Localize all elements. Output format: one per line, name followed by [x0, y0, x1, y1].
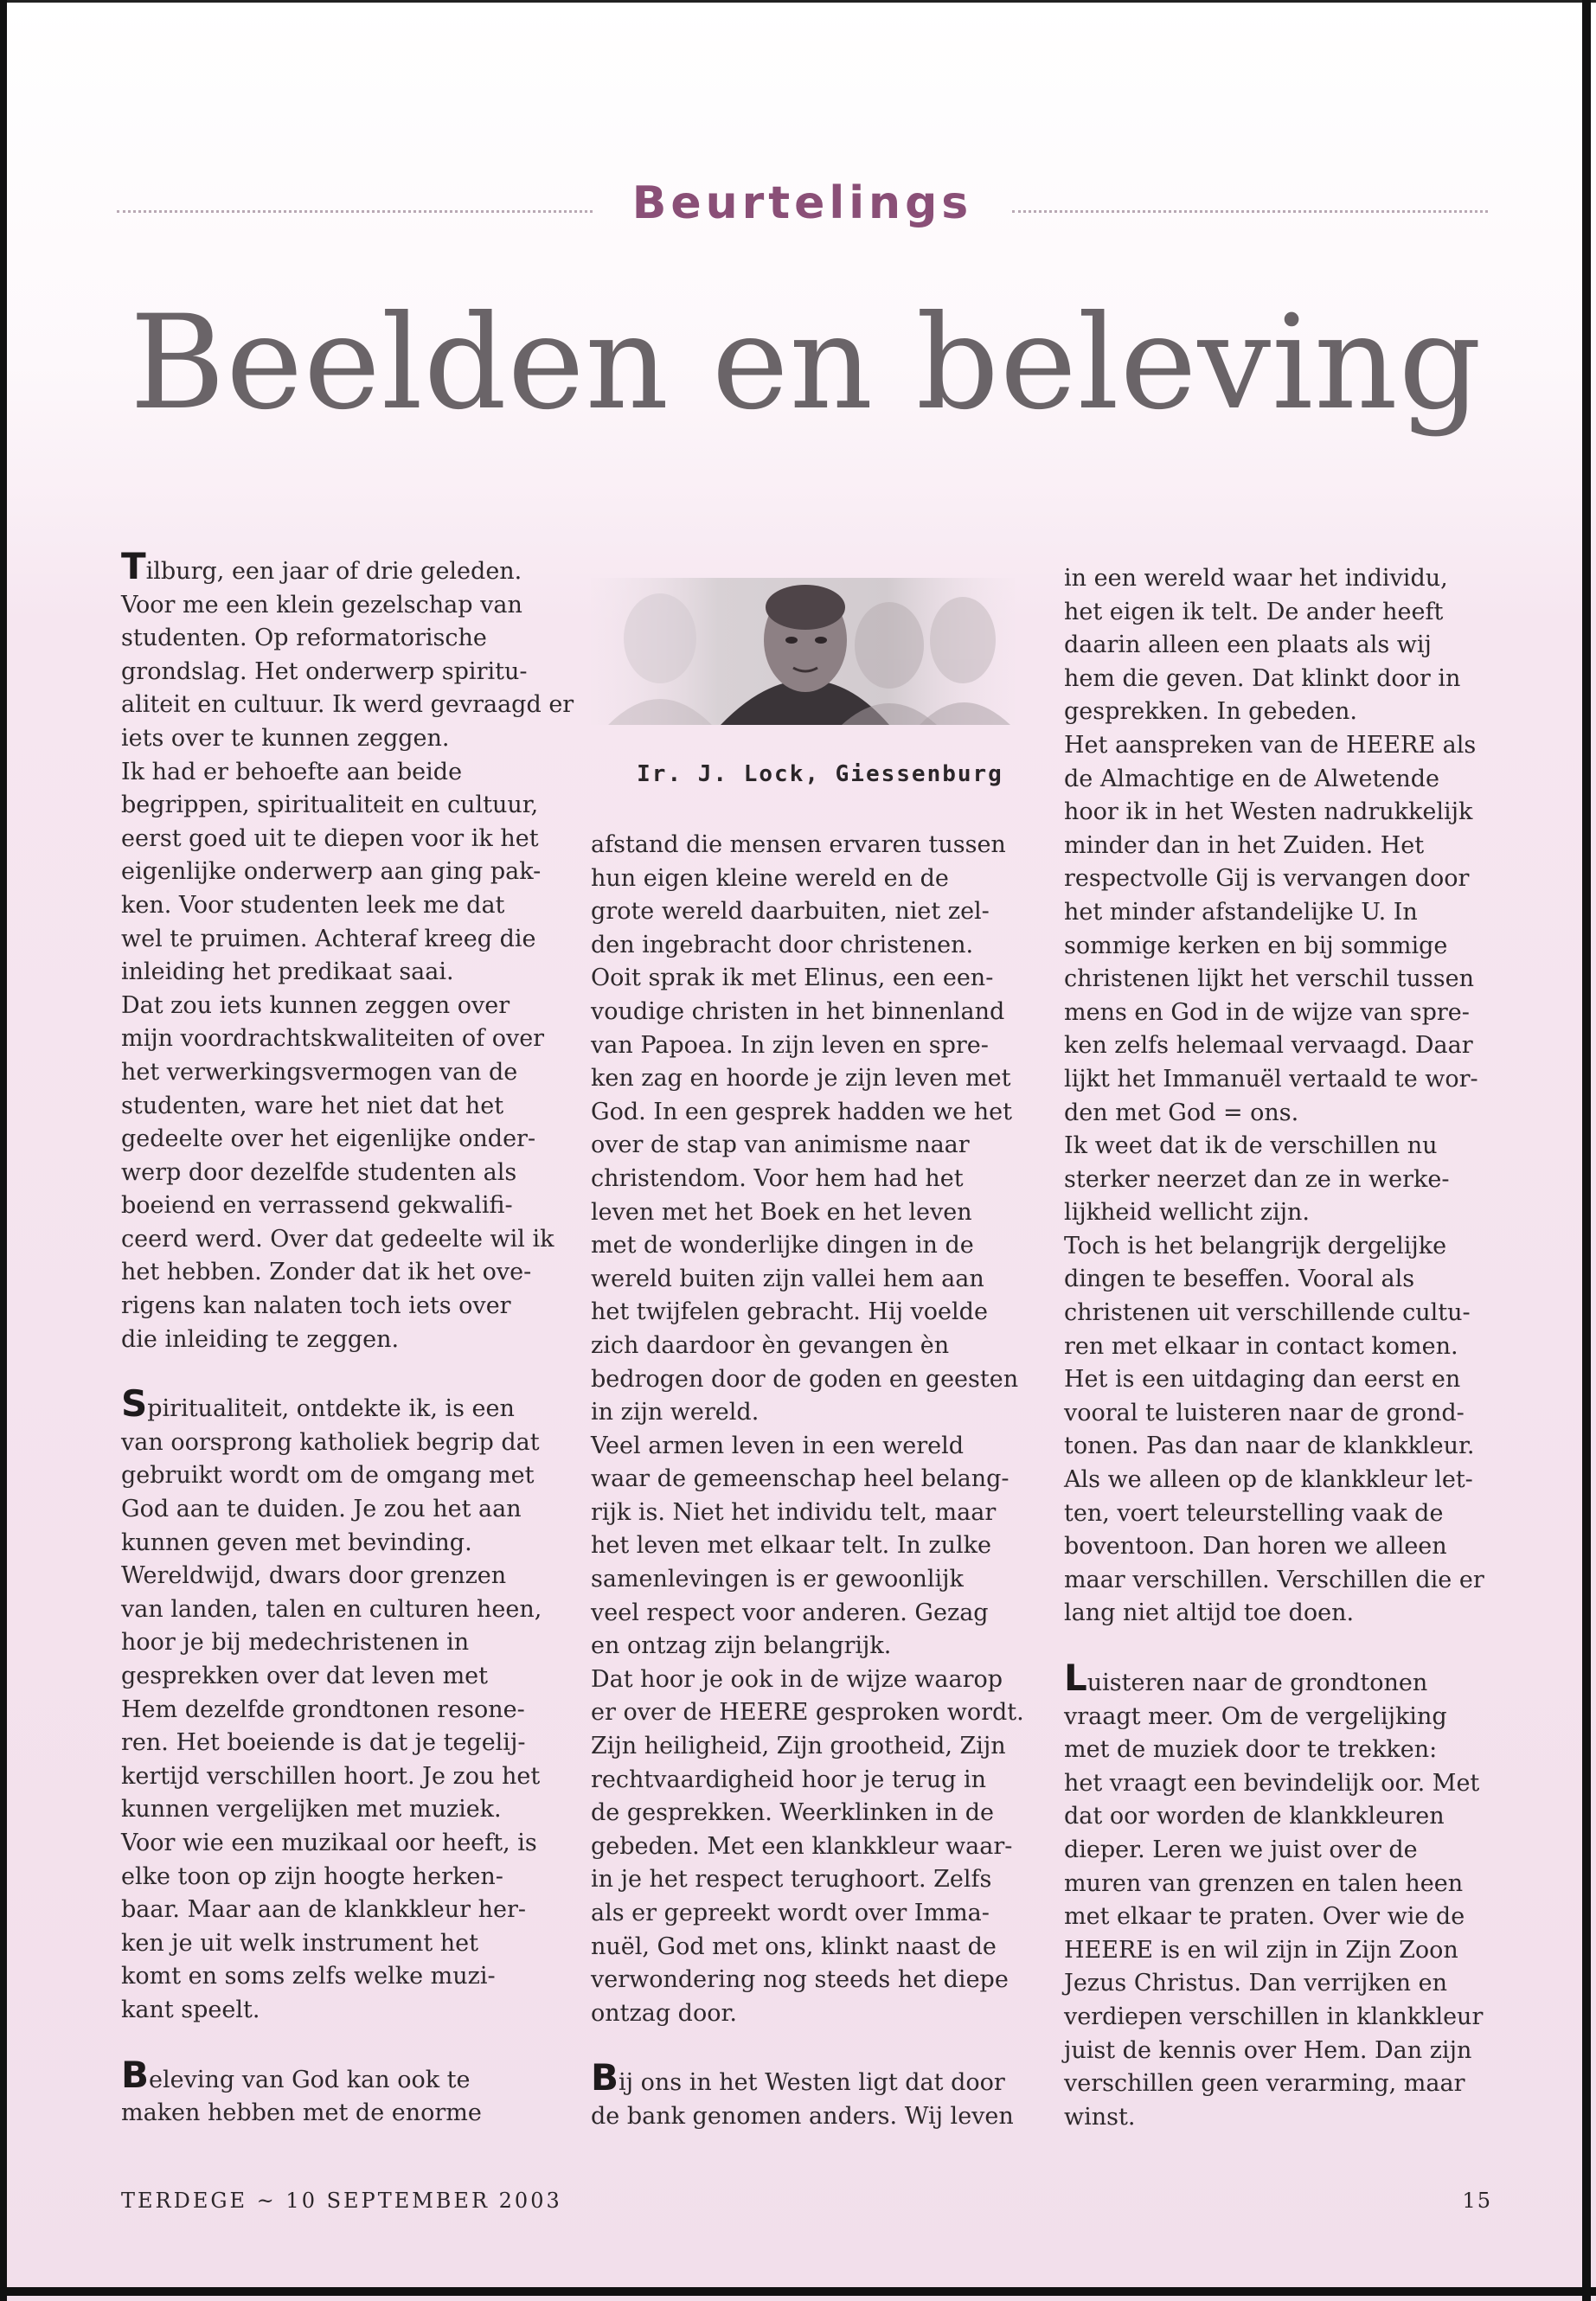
- text-line: Voor me een klein gezelschap van: [121, 591, 522, 619]
- text-line: begrippen, spiritualiteit en cultuur,: [121, 792, 539, 819]
- text-line: in zijn wereld.: [591, 1399, 760, 1426]
- text-line: het leven met elkaar telt. In zulke: [591, 1532, 991, 1560]
- text-line: minder dan in het Zuiden. Het: [1064, 831, 1425, 859]
- text-line: Voor wie een muzikaal oor heeft, is: [121, 1829, 537, 1856]
- text-line: den ingebracht door christenen.: [591, 931, 974, 958]
- text-line: studenten. Op reformatorische: [121, 625, 487, 652]
- text-line: christendom. Voor hem had het: [591, 1164, 964, 1192]
- text-line: lijkheid wellicht zijn.: [1064, 1199, 1311, 1227]
- text-line: het hebben. Zonder dat ik het ove-: [121, 1259, 532, 1286]
- article-column-2: [591, 829, 1049, 2134]
- text-line: christenen lijkt het verschil tussen: [1064, 965, 1474, 993]
- author-byline: Ir. J. Lock, Giessenburg: [637, 761, 1003, 787]
- text-line: de Almachtige en de Alwetende: [1064, 765, 1440, 792]
- paragraph-text: [1064, 1670, 1483, 2131]
- text-line: dieper. Leren we juist over de: [1064, 1836, 1418, 1863]
- text-line: wel te pruimen. Achteraf kreeg die: [121, 925, 536, 952]
- text-line: samenlevingen is er gewoonlijk: [591, 1566, 964, 1593]
- text-line: God aan te duiden. Je zou het aan: [121, 1496, 522, 1523]
- paragraph-text: [591, 831, 1024, 2027]
- text-line: komt en soms zelfs welke muzi-: [121, 1963, 496, 1990]
- paragraph-afstand: [591, 829, 1049, 2030]
- text-line: boeiend en verrassend gekwalifi-: [121, 1192, 513, 1220]
- text-line: rijk is. Niet het individu telt, maar: [591, 1498, 997, 1526]
- text-line: baar. Maar aan de klankkleur her-: [121, 1896, 527, 1924]
- text-line: in je het respect terughoort. Zelfs: [591, 1866, 992, 1894]
- scan-border-left: [0, 0, 7, 2301]
- text-line: ken zelfs helemaal vervaagd. Daar: [1064, 1032, 1473, 1060]
- text-line: daarin alleen een plaats als wij: [1064, 631, 1432, 659]
- text-line: maar verschillen. Verschillen die er: [1064, 1566, 1484, 1593]
- text-line: sommige kerken en bij sommige: [1064, 932, 1448, 959]
- text-line: mijn voordrachtskwaliteiten of over: [121, 1025, 545, 1053]
- text-line: ilburg, een jaar of drie geleden.: [145, 558, 522, 585]
- text-line: eerst goed uit te diepen voor ik het: [121, 824, 539, 852]
- text-line: ontzag door.: [591, 1999, 738, 2027]
- text-line: Jezus Christus. Dan verrijken en: [1064, 1970, 1448, 1997]
- text-line: verschillen geen verarming, maar: [1064, 2070, 1465, 2098]
- text-line: Zijn heiligheid, Zijn grootheid, Zijn: [591, 1733, 1006, 1760]
- text-line: dat oor worden de klankkleuren: [1064, 1803, 1445, 1830]
- text-line: maken hebben met de enorme: [121, 2099, 482, 2127]
- text-line: met elkaar te praten. Over wie de: [1064, 1903, 1465, 1931]
- text-line: zich daardoor èn gevangen èn: [591, 1331, 950, 1359]
- text-line: de bank genomen anders. Wij leven: [591, 2102, 1014, 2130]
- text-line: ken zag en hoorde je zijn leven met: [591, 1065, 1011, 1093]
- text-line: God. In een gesprek hadden we het: [591, 1098, 1012, 1125]
- text-line: het vraagt een bevindelijk oor. Met: [1064, 1769, 1480, 1797]
- text-line: gebeden. Met een klankkleur waar-: [591, 1832, 1013, 1860]
- text-line: hoor je bij medechristenen in: [121, 1629, 470, 1657]
- drop-cap: B: [591, 2056, 619, 2099]
- text-line: kertijd verschillen hoort. Je zou het: [121, 1762, 541, 1790]
- drop-cap: S: [121, 1382, 148, 1426]
- paragraph-beleving: [121, 2053, 580, 2131]
- text-line: werp door dezelfde studenten als: [121, 1158, 517, 1186]
- paragraph-text: [121, 1395, 542, 2023]
- text-line: Dat hoor je ook in de wijze waarop: [591, 1665, 1003, 1693]
- text-line: gedeelte over het eigenlijke onder-: [121, 1125, 536, 1153]
- text-line: gesprekken over dat leven met: [121, 1663, 488, 1689]
- article-column-3: [1064, 562, 1522, 2134]
- text-line: lijkt het Immanuël vertaald te wor-: [1064, 1065, 1478, 1093]
- text-line: rigens kan nalaten toch iets over: [121, 1292, 511, 1320]
- text-line: waar de gemeenschap heel belang-: [591, 1465, 1010, 1493]
- text-line: Dat zou iets kunnen zeggen over: [121, 991, 510, 1019]
- text-line: studenten, ware het niet dat het: [121, 1092, 504, 1119]
- text-line: afstand die mensen ervaren tussen: [591, 831, 1006, 858]
- text-line: er over de HEERE gesproken wordt.: [591, 1699, 1024, 1727]
- text-line: gebruikt wordt om de omgang met: [121, 1462, 535, 1490]
- text-line: hun eigen kleine wereld en de: [591, 864, 949, 892]
- dotted-rule-right: [1012, 210, 1488, 213]
- text-line: hem die geven. Dat klinkt door in: [1064, 664, 1461, 692]
- text-line: uisteren naar de grondtonen: [1086, 1670, 1428, 1696]
- text-line: mens en God in de wijze van spre-: [1064, 998, 1470, 1026]
- text-line: met de muziek door te trekken:: [1064, 1736, 1438, 1764]
- text-line: vooral te luisteren naar de grond-: [1064, 1399, 1465, 1426]
- text-line: veel respect voor anderen. Gezag: [591, 1599, 989, 1626]
- text-line: van oorsprong katholiek begrip dat: [121, 1428, 540, 1456]
- text-line: het eigen ik telt. De ander heeft: [1064, 598, 1444, 625]
- scan-border-right: [1582, 0, 1591, 2301]
- text-line: ij ons in het Westen ligt dat door: [619, 2069, 1005, 2097]
- text-line: leven met het Boek en het leven: [591, 1198, 972, 1226]
- text-line: christenen uit verschillende cultu-: [1064, 1299, 1471, 1327]
- text-line: Als we alleen op de klankkleur let-: [1064, 1466, 1473, 1494]
- text-line: van Papoea. In zijn leven en spre-: [591, 1031, 989, 1059]
- text-line: iets over te kunnen zeggen.: [121, 724, 450, 752]
- text-line: inleiding het predikaat saai.: [121, 958, 454, 986]
- drop-cap: T: [121, 545, 146, 587]
- text-line: rechtvaardigheid hoor je terug in: [591, 1766, 987, 1793]
- text-line: verdiepen verschillen in klankkleur: [1064, 2003, 1484, 2030]
- scan-border-top: [0, 0, 1596, 3]
- article-title: Beelden en beleving: [130, 288, 1483, 439]
- text-line: Veel armen leven in een wereld: [591, 1432, 964, 1459]
- text-line: Wereldwijd, dwars door grenzen: [121, 1562, 507, 1590]
- text-line: Het is een uitdaging dan eerst en: [1064, 1366, 1461, 1394]
- drop-cap: L: [1064, 1657, 1087, 1699]
- text-line: bedrogen door de goden en geesten: [591, 1365, 1019, 1393]
- text-line: juist de kennis over Hem. Dan zijn: [1064, 2036, 1472, 2064]
- text-line: respectvolle Gij is vervangen door: [1064, 865, 1470, 893]
- text-line: hoor ik in het Westen nadrukkelijk: [1064, 798, 1473, 826]
- text-line: kant speelt.: [121, 1996, 260, 2023]
- text-line: piritualiteit, ontdekte ik, is een: [147, 1395, 515, 1423]
- text-line: Ik had er behoefte aan beide: [121, 758, 463, 785]
- section-masthead: [117, 177, 1488, 247]
- scan-border-bottom: [0, 2287, 1596, 2296]
- text-line: eleving van God kan ook te: [149, 2066, 471, 2093]
- paragraph-intro: [121, 545, 580, 1356]
- text-line: kunnen vergelijken met muziek.: [121, 1796, 502, 1823]
- text-line: de gesprekken. Weerklinken in de: [591, 1799, 995, 1827]
- text-line: het verwerkingsvermogen van de: [121, 1058, 518, 1086]
- text-line: grondslag. Het onderwerp spiritu-: [121, 657, 528, 685]
- paragraph-luisteren: [1064, 1657, 1522, 2134]
- text-line: en ontzag zijn belangrijk.: [591, 1632, 892, 1660]
- text-line: nuël, God met ons, klinkt naast de: [591, 1932, 997, 1960]
- page-number: 15: [1462, 2189, 1492, 2213]
- text-line: ken je uit welk instrument het: [121, 1929, 479, 1957]
- text-line: ren met elkaar in contact komen.: [1064, 1332, 1458, 1360]
- text-line: tonen. Pas dan naar de klankkleur.: [1064, 1433, 1475, 1460]
- text-line: grote wereld daarbuiten, niet zel-: [591, 898, 990, 926]
- text-line: ken. Voor studenten leek me dat: [121, 891, 505, 919]
- text-line: dingen te beseffen. Vooral als: [1064, 1266, 1415, 1293]
- paragraph-text: [121, 558, 574, 1353]
- text-line: Hem dezelfde grondtonen resone-: [121, 1695, 525, 1723]
- text-line: gesprekken. In gebeden.: [1064, 698, 1357, 726]
- text-line: wereld buiten zijn vallei hem aan: [591, 1265, 984, 1292]
- text-line: eigenlijke onderwerp aan ging pak-: [121, 858, 542, 886]
- text-line: Ooit sprak ik met Elinus, een een-: [591, 965, 994, 992]
- text-line: het minder afstandelijke U. In: [1064, 898, 1418, 926]
- paragraph-spiritualiteit: [121, 1382, 580, 2027]
- section-kicker: Beurtelings: [631, 177, 973, 229]
- text-line: HEERE is en wil zijn in Zijn Zoon: [1064, 1936, 1458, 1964]
- text-line: over de stap van animisme naar: [591, 1131, 970, 1159]
- text-line: elke toon op zijn hoogte herken-: [121, 1862, 503, 1890]
- text-line: den met God = ons.: [1064, 1099, 1299, 1126]
- paragraph-westen: [591, 2056, 1049, 2133]
- text-line: kunnen geven met bevinding.: [121, 1529, 472, 1556]
- text-line: Ik weet dat ik de verschillen nu: [1064, 1132, 1438, 1160]
- text-line: Toch is het belangrijk dergelijke: [1064, 1232, 1447, 1259]
- text-line: verwondering nog steeds het diepe: [591, 1966, 1009, 1994]
- text-line: boventoon. Dan horen we alleen: [1064, 1533, 1447, 1561]
- text-line: in een wereld waar het individu,: [1064, 565, 1448, 592]
- drop-cap: B: [121, 2053, 150, 2096]
- text-line: muren van grenzen en talen heen: [1064, 1869, 1464, 1897]
- text-line: voudige christen in het binnenland: [591, 997, 1005, 1025]
- text-line: sterker neerzet dan ze in werke-: [1064, 1165, 1450, 1193]
- text-line: ten, voert teleurstelling vaak de: [1064, 1499, 1444, 1527]
- text-line: het twijfelen gebracht. Hij voelde: [591, 1298, 988, 1326]
- text-line: die inleiding te zeggen.: [121, 1325, 400, 1353]
- text-line: Het aanspreken van de HEERE als: [1064, 731, 1477, 759]
- footer-publication: TERDEGE ~ 10 SEPTEMBER 2003: [121, 2189, 562, 2213]
- text-line: aliteit en cultuur. Ik werd gevraagd er: [121, 691, 574, 719]
- paragraph-individu: [1064, 562, 1522, 1631]
- text-line: ren. Het boeiende is dat je tegelij-: [121, 1729, 526, 1757]
- text-line: lang niet altijd toe doen.: [1064, 1599, 1355, 1627]
- article-column-1: [121, 545, 580, 2131]
- text-line: vraagt meer. Om de vergelijking: [1064, 1702, 1447, 1730]
- text-line: winst.: [1064, 2103, 1136, 2131]
- text-line: van landen, talen en culturen heen,: [121, 1595, 542, 1623]
- author-photo: [591, 578, 1015, 725]
- text-line: ceerd werd. Over dat gedeelte wil ik: [121, 1225, 554, 1253]
- text-line: als er gepreekt wordt over Imma-: [591, 1900, 990, 1926]
- text-line: met de wonderlijke dingen in de: [591, 1232, 974, 1259]
- paragraph-text: [1064, 565, 1484, 1626]
- paragraph-text: [591, 2069, 1014, 2130]
- paragraph-text: [121, 2067, 482, 2127]
